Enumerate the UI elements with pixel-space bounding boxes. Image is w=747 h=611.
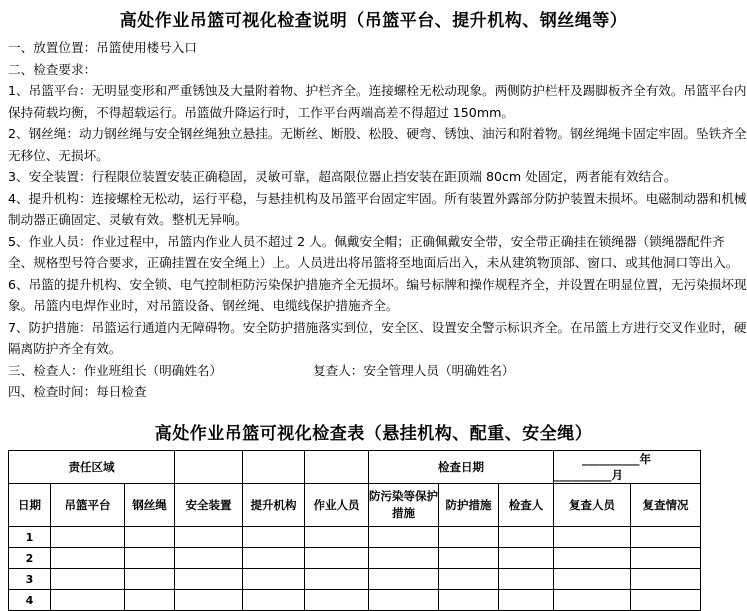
table-cell[interactable] xyxy=(369,590,439,611)
table-cell[interactable] xyxy=(369,527,439,548)
date-template: __________年__________月 xyxy=(554,452,651,482)
reviewer-text: 复查人：安全管理人员（明确姓名） xyxy=(313,362,515,378)
doc-line-pollution-protection: 6、吊篮的提升机构、安全锁、电气控制柜防污染保护措施齐全无损坏。编号标牌和操作规程齐全，并设置在明显位置，无污染损坏现象。吊篮内电焊作业时，对吊篮设备、钢丝绳、电缆线保护措施齐全。 xyxy=(8,276,747,313)
doc-line-wire-rope: 2、钢丝绳：动力钢丝绳与安全钢丝绳独立悬挂。无断丝、断股、松股、硬弯、锈蚀、油污和附着物。钢丝绳绳卡固定牢固。坠铁齐全无移位、无损坏。 xyxy=(8,126,747,163)
responsibility-area-value[interactable] xyxy=(175,451,243,484)
table-cell[interactable] xyxy=(51,569,125,590)
col-header-review-status: 复查情况 xyxy=(631,484,701,527)
table-cell[interactable] xyxy=(125,527,175,548)
col-header-protective-measures: 防护措施 xyxy=(439,484,499,527)
table-cell[interactable] xyxy=(439,548,499,569)
table-cell[interactable] xyxy=(175,527,243,548)
table-cell[interactable] xyxy=(499,590,554,611)
table-cell[interactable] xyxy=(631,527,701,548)
table-cell[interactable] xyxy=(243,569,305,590)
table-cell[interactable] xyxy=(554,590,631,611)
table-cell[interactable] xyxy=(125,548,175,569)
doc-line-placement: 一、放置位置：吊篮使用楼号入口 xyxy=(8,40,197,55)
table-cell[interactable] xyxy=(439,527,499,548)
table-cell[interactable] xyxy=(305,548,369,569)
col-header-platform: 吊篮平台 xyxy=(51,484,125,527)
table-cell[interactable] xyxy=(631,548,701,569)
table-cell[interactable] xyxy=(369,569,439,590)
table-cell[interactable] xyxy=(631,569,701,590)
table-row xyxy=(9,569,701,590)
row-number: 4 xyxy=(9,590,51,611)
table-cell[interactable] xyxy=(305,590,369,611)
table-cell[interactable] xyxy=(125,590,175,611)
doc-line-hoist: 4、提升机构：连接螺栓无松动，运行平稳，与悬挂机构及吊篮平台固定牢固。所有装置外露部分防护装置未损坏。电磁制动器和机械制动器正确固定、灵敏有效。整机无异响。 xyxy=(8,190,747,227)
table-row xyxy=(9,590,701,611)
table-cell[interactable] xyxy=(175,569,243,590)
table-cell[interactable] xyxy=(243,548,305,569)
table-cell[interactable] xyxy=(175,548,243,569)
check-date-value[interactable] xyxy=(554,451,701,484)
table-cell[interactable] xyxy=(175,590,243,611)
table-cell[interactable] xyxy=(305,569,369,590)
col-header-wire-rope: 钢丝绳 xyxy=(125,484,175,527)
table-cell[interactable] xyxy=(631,590,701,611)
col-header-date: 日期 xyxy=(9,484,51,527)
inspectors-line xyxy=(8,360,747,382)
table-header-row-2 xyxy=(9,484,701,527)
table-row xyxy=(9,527,701,548)
table-cell[interactable] xyxy=(439,590,499,611)
responsibility-area-value[interactable] xyxy=(305,451,369,484)
document-title: 高处作业吊篮可视化检查说明（吊篮平台、提升机构、钢丝绳等） xyxy=(119,11,628,31)
col-header-pollution-protection: 防污染等保护措施 xyxy=(369,484,439,527)
table-cell[interactable] xyxy=(499,527,554,548)
table-row xyxy=(9,548,701,569)
col-header-safety-device: 安全装置 xyxy=(175,484,243,527)
table-cell[interactable] xyxy=(305,527,369,548)
check-time-line: 四、检查时间：每日检查 xyxy=(8,384,147,399)
table-cell[interactable] xyxy=(51,590,125,611)
table-cell[interactable] xyxy=(51,527,125,548)
col-header-inspector: 检查人 xyxy=(499,484,554,527)
table-cell[interactable] xyxy=(439,569,499,590)
table-cell[interactable] xyxy=(499,548,554,569)
row-number: 2 xyxy=(9,548,51,569)
doc-line-safety-device: 3、安全装置：行程限位装置安装正确稳固，灵敏可靠，超高限位器止挡安装在距顶端 80cm 处固定，两者能有效结合。 xyxy=(8,169,677,184)
responsibility-area-label: 责任区域 xyxy=(9,451,175,484)
inspection-table xyxy=(8,450,701,611)
table-cell[interactable] xyxy=(369,548,439,569)
doc-line-platform: 1、吊篮平台：无明显变形和严重锈蚀及大量附着物、护栏齐全。连接螺栓无松动现象。两侧防护栏杆及踢脚板齐全有效。吊篮平台内保持荷载均衡，不得超载运行。吊篮做升降运行时，工作平台两端高差不得超过 150mm。 xyxy=(8,83,747,120)
doc-line-protective-measures: 7、防护措施：吊篮运行通道内无障碍物。安全防护措施落实到位，安全区、设置安全警示标识齐全。在吊篮上方进行交叉作业时，硬隔离防护齐全有效。 xyxy=(8,319,747,356)
check-date-label: 检查日期 xyxy=(369,451,554,484)
row-number: 3 xyxy=(9,569,51,590)
col-header-hoist: 提升机构 xyxy=(243,484,305,527)
inspector-text: 三、检查人：作业班组长（明确姓名） xyxy=(8,362,223,378)
table-cell[interactable] xyxy=(554,569,631,590)
table-cell[interactable] xyxy=(243,527,305,548)
inspection-instructions xyxy=(8,37,747,403)
table-cell[interactable] xyxy=(499,569,554,590)
table-cell[interactable] xyxy=(554,548,631,569)
table-cell[interactable] xyxy=(554,527,631,548)
table-title: 高处作业吊篮可视化检查表（悬挂机构、配重、安全绳） xyxy=(154,424,593,444)
col-header-reviewer: 复查人员 xyxy=(554,484,631,527)
table-header-row-1 xyxy=(9,451,701,484)
table-cell[interactable] xyxy=(125,569,175,590)
table-cell[interactable] xyxy=(51,548,125,569)
table-cell[interactable] xyxy=(243,590,305,611)
col-header-workers: 作业人员 xyxy=(305,484,369,527)
row-number: 1 xyxy=(9,527,51,548)
doc-line-requirements-heading: 二、检查要求： xyxy=(8,61,97,77)
responsibility-area-value[interactable] xyxy=(243,451,305,484)
doc-line-workers: 5、作业人员：作业过程中，吊篮内作业人员不超过 2 人。佩戴安全帽；正确佩戴安全带，安全带正确挂在锁绳器（锁绳器配件齐全、规格型号符合要求，正确挂置在安全绳上）上。人员进出将吊篮将至地面后出入，未从建筑物顶部、窗口、或其他洞口等出入。 xyxy=(8,233,739,270)
